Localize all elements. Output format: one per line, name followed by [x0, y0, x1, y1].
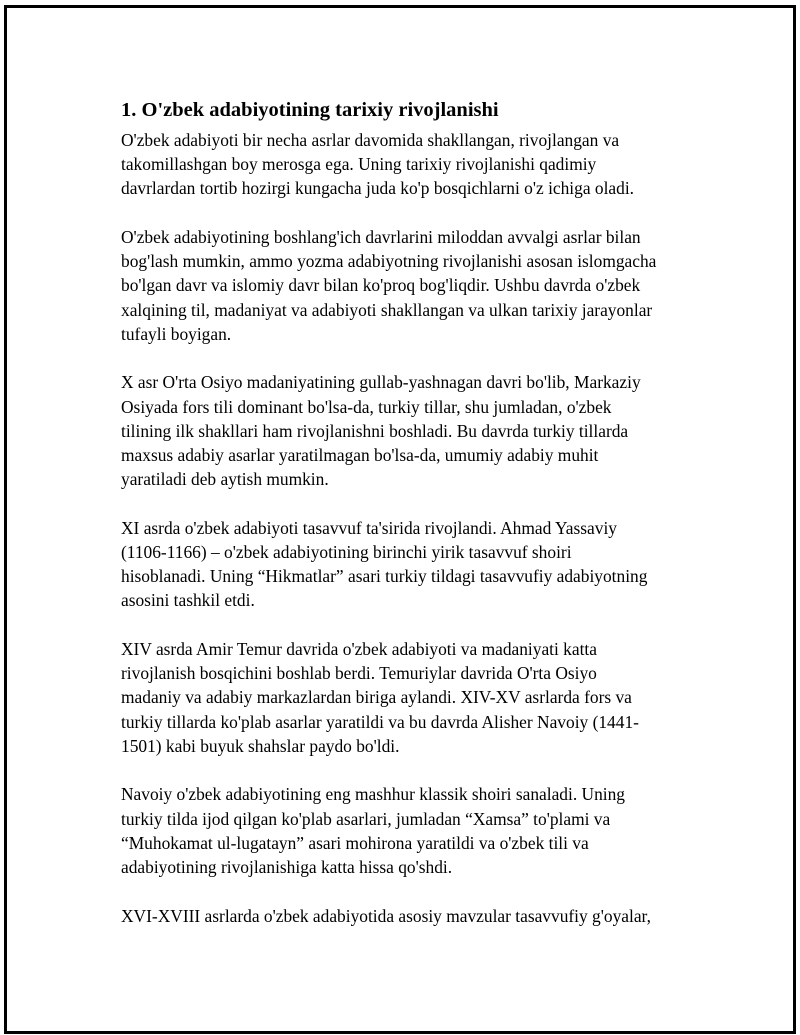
text-line: Navoiy o'zbek adabiyotining eng mashhur klassik shoiri sanaladi. Uning — [121, 784, 625, 805]
text-line: maxsus adabiy asarlar yaratilmagan bo'lsa-da, umumiy adabiy muhit — [121, 445, 599, 466]
text-line: turkiy tilda ijod qilgan ko'plab asarlari, jumladan “Xamsa” to'plami va — [121, 808, 611, 829]
text-line: bog'lash mumkin, ammo yozma adabiyotning rivojlanishi asosan islomgacha — [121, 251, 657, 272]
paragraph-2 — [121, 225, 701, 346]
text-line: tufayli boyigan. — [121, 323, 232, 344]
text-line: hisoblanadi. Uning “Hikmatlar” asari turkiy tildagi tasavvufiy adabiyotning — [121, 566, 648, 587]
text-line: XI asrda o'zbek adabiyoti tasavvuf ta'sirida rivojlandi. Ahmad Yassaviy — [121, 517, 617, 538]
paragraph-5 — [121, 637, 701, 758]
text-line: 1501) kabi buyuk shahslar paydo bo'ldi. — [121, 735, 400, 756]
text-line: “Muhokamat ul-lugatayn” asari mohirona yaratildi va o'zbek tili va — [121, 832, 589, 853]
text-line: bo'lgan davr va islomiy davr bilan ko'proq bog'liqdir. Ushbu davrda o'zbek — [121, 275, 641, 296]
text-line: XIV asrda Amir Temur davrida o'zbek adabiyoti va madaniyati katta — [121, 639, 597, 660]
text-line: tilining ilk shakllari ham rivojlanishni boshladi. Bu davrda turkiy tillarda — [121, 420, 629, 441]
text-line: rivojlanish bosqichini boshlab berdi. Temuriylar davrida O'rta Osiyo — [121, 663, 597, 684]
paragraph-4 — [121, 516, 701, 613]
text-line: X asr O'rta Osiyo madaniyatining gullab-yashnagan davri bo'lib, Markaziy — [121, 372, 641, 393]
section-heading: 1. O'zbek adabiyotining tarixiy rivojlanishi — [121, 99, 499, 121]
text-line: XVI-XVIII asrlarda o'zbek adabiyotida asosiy mavzular tasavvufiy g'oyalar, — [121, 905, 651, 926]
text-line: turkiy tillarda ko'plab asarlar yaratildi va bu davrda Alisher Navoiy (1441- — [121, 711, 639, 732]
text-line: davrlardan tortib hozirgi kungacha juda ko'p bosqichlarni o'z ichiga oladi. — [121, 178, 635, 199]
text-line: adabiyotining rivojlanishiga katta hissa qo'shdi. — [121, 857, 453, 878]
text-line: asosini tashkil etdi. — [121, 590, 255, 611]
paragraph-7 — [121, 904, 701, 928]
text-line: madaniy va adabiy markazlardan biriga aylandi. XIV-XV asrlarda fors va — [121, 687, 632, 708]
paragraph-6 — [121, 782, 701, 879]
text-line: Osiyada fors tili dominant bo'lsa-da, turkiy tillar, shu jumladan, o'zbek — [121, 396, 612, 417]
document-body — [121, 96, 701, 952]
text-line: takomillashgan boy merosga ega. Uning tarixiy rivojlanishi qadimiy — [121, 154, 597, 175]
text-line: O'zbek adabiyoti bir necha asrlar davomida shakllangan, rivojlangan va — [121, 130, 620, 150]
text-line: O'zbek adabiyotining boshlang'ich davrlarini miloddan avvalgi asrlar bilan — [121, 227, 641, 247]
text-line: xalqining til, madaniyat va adabiyoti shakllangan va ulkan tarixiy jarayonlar — [121, 299, 653, 320]
text-line: yaratiladi deb aytish mumkin. — [121, 469, 329, 490]
page-frame — [4, 5, 796, 1034]
paragraph-1 — [121, 128, 701, 201]
paragraph-3 — [121, 370, 701, 491]
text-line: (1106-1166) – o'zbek adabiyotining birinchi yirik tasavvuf shoiri — [121, 542, 572, 563]
